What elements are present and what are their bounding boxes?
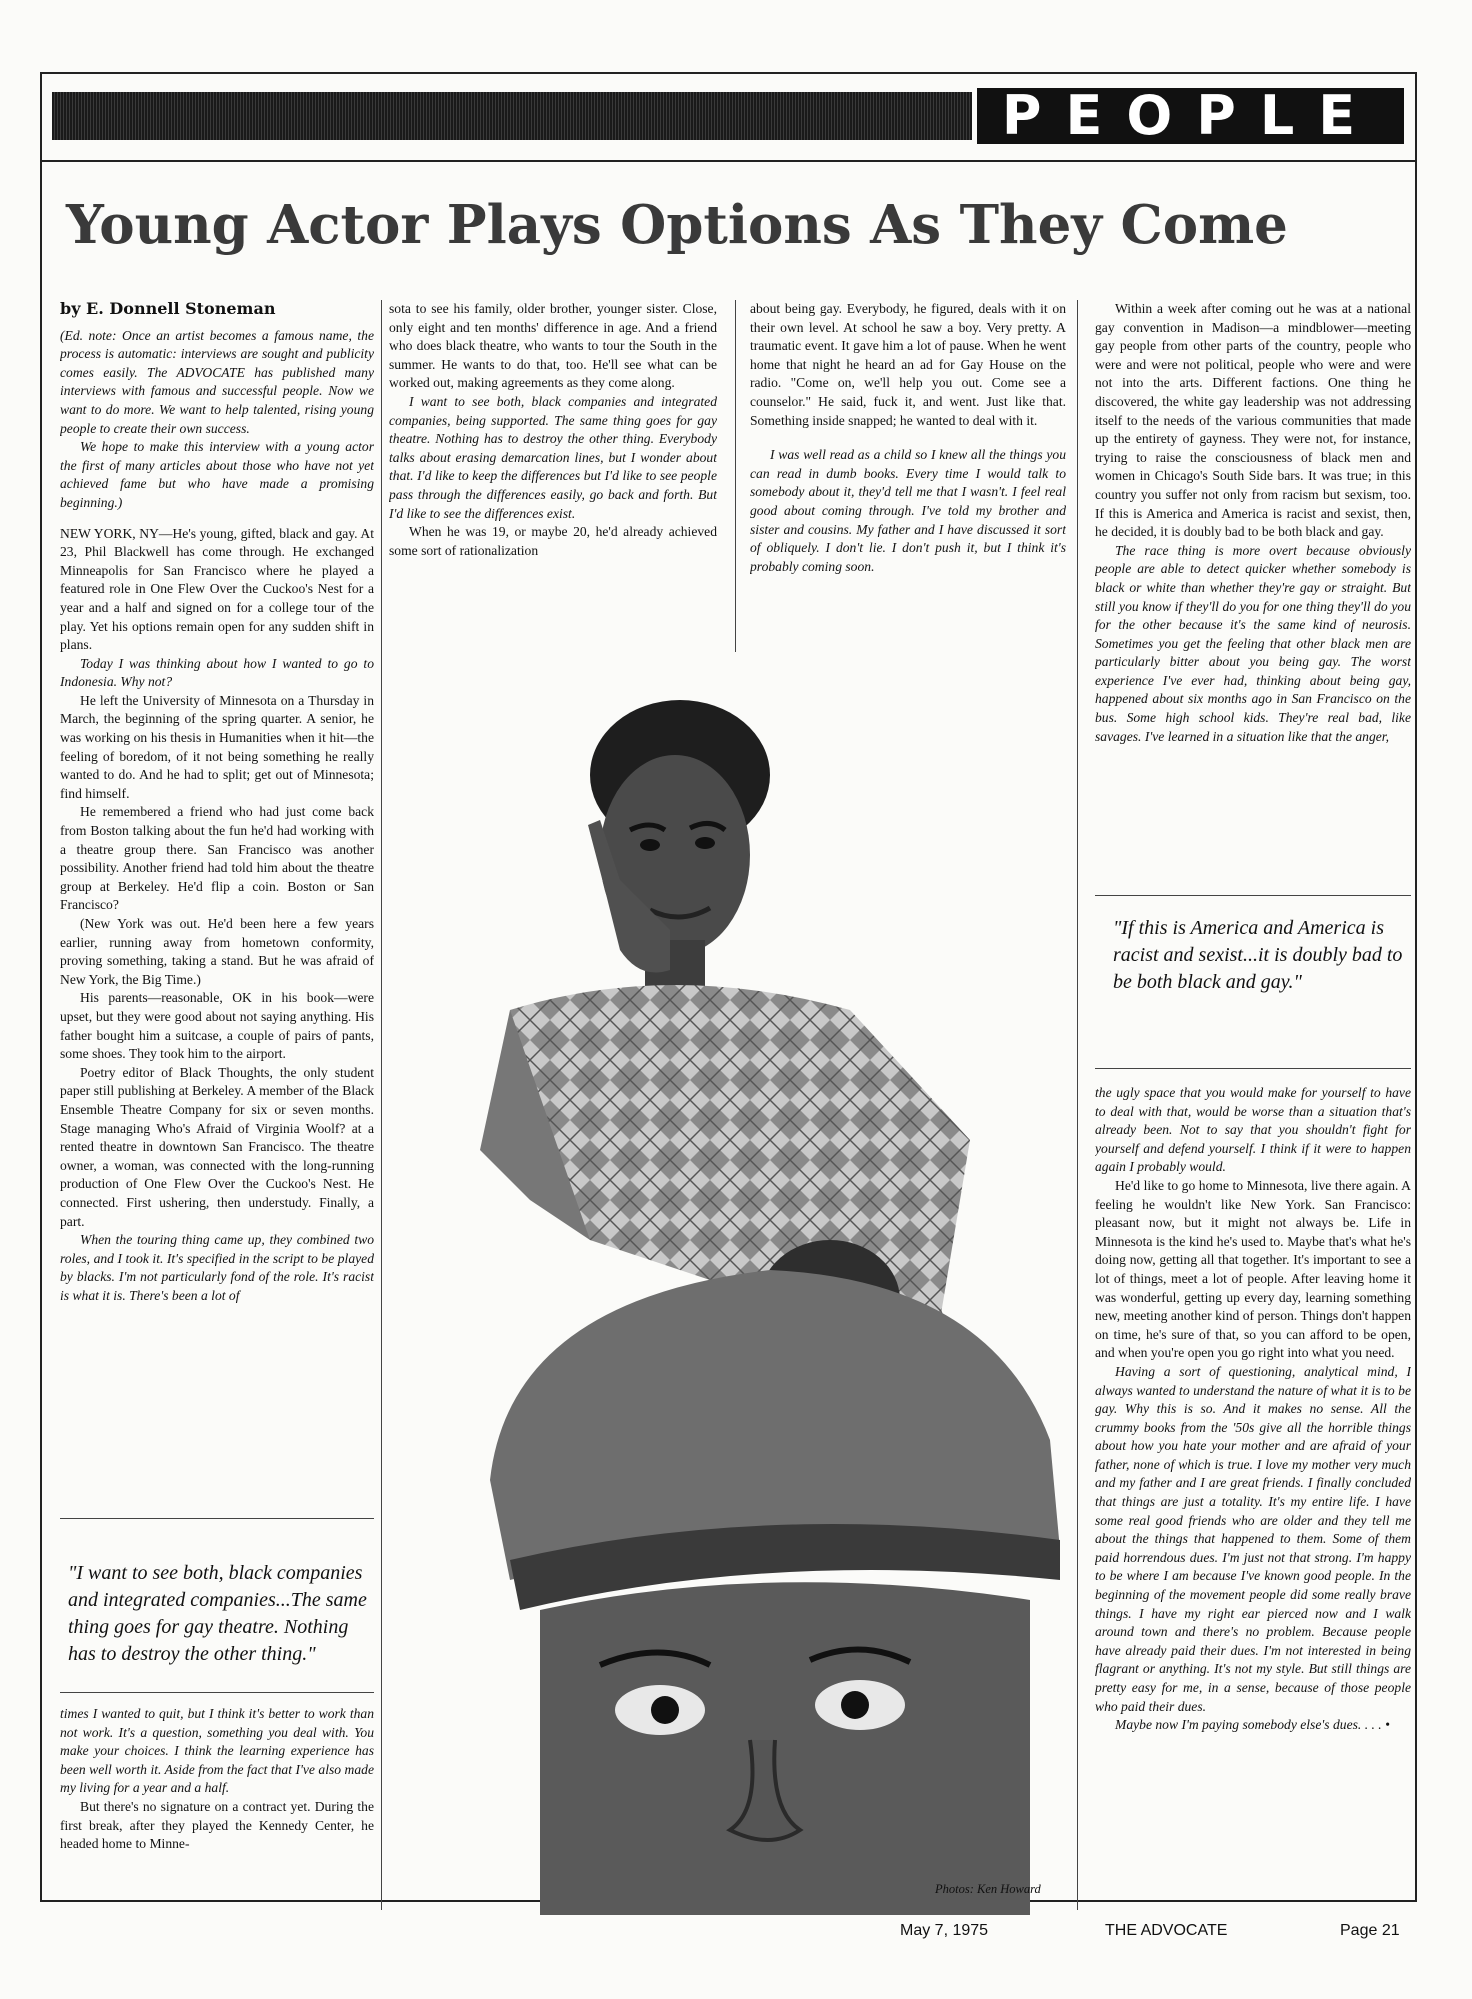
pull-quote-rule-bottom <box>60 1692 374 1693</box>
footer-page-number: Page 21 <box>1340 1922 1400 1939</box>
column-1 <box>60 300 374 1510</box>
paragraph: The race thing is more overt because obviously people are able to detect quicker whether somebody is black or white than whether they're gay or straight. But still you know if they'll do you for one thing they'll do you for the other because it's the same kind of neurosis. Sometimes you get the feeling that other black men are particularly bitter about you being gay. The worst experience I've ever had, thinking about being gay, happened about six months ago in San Francisco on the bus. Some high school kids. They're real bad, like savages. I've learned in a situation like that the anger, <box>1095 542 1411 744</box>
pull-quote-2: "If this is America and America is racist and sexist...it is doubly bad to be both black and gay." <box>1113 917 1403 993</box>
pull-quote-rule-top <box>1095 895 1411 896</box>
column-4-continued <box>1095 1084 1411 1902</box>
paragraph: (New York was out. He'd been here a few years earlier, running away from hometown conformity, proving something, taking a stand. But he was afraid of New York, the Big Time.) <box>60 916 374 987</box>
headline: Young Actor Plays Options As They Come <box>66 194 1288 256</box>
paragraph: He'd like to go home to Minnesota, live there again. A feeling he wouldn't like New York. San Francisco: pleasant now, but it might not always be. Life in Minnesota is the kind he's used to. Maybe that's what he's doing now, getting all that together. It's important to see a lot of things, meet a lot of people. After leaving home it was wonderful, getting up every day, learning something new, meeting another kind of person. Things don't happen on time, he's sure of that, so you can afford to be open, and when you're open you go right into what you need. <box>1095 1177 1411 1361</box>
paragraph: Having a sort of questioning, analytical mind, I always wanted to understand the nature of what it is to be gay. Why this is so. And it makes no sense. All the crummy books from the '50s give all the horrible things about how you hate your mother and are afraid of your father, none of which is true. I love my mother very much and my father and I are great friends. I finally concluded that things are just a totality. It's my entire life. I have some real good friends who are older and they tell me about the things that happened to them. Some of them paid horrendous dues. I'm just not that strong. I'm happy to be where I am because I've known good people. In the beginning of the movement people did some really brave things. I have my right ear pierced now and I walk around town and there's no problem. Because people have already paid their dues. I'm not interested in being flagrant or anything. It's not my style. But still things are pretty easy for me, in a sense, because of those people who paid their dues. <box>1095 1363 1411 1714</box>
paragraph: Today I was thinking about how I wanted to go to Indonesia. Why not? <box>60 655 374 690</box>
paragraph: He remembered a friend who had just come back from Boston talking about the fun he'd had working with a theatre group there. San Francisco was another possibility. Another friend had told him about the theatre group at Berkeley. He'd flip a coin. Boston or San Francisco? <box>60 804 374 913</box>
section-banner <box>52 88 1404 144</box>
pull-quote-rule-top <box>60 1518 374 1519</box>
paragraph: When he was 19, or maybe 20, he'd already achieved some sort of rationalization <box>389 524 717 558</box>
paragraph: Maybe now I'm paying somebody else's dues. . . . • <box>1115 1717 1390 1733</box>
banner-rule <box>40 160 1417 162</box>
portrait-photo <box>470 680 1070 1915</box>
paragraph: When the touring thing came up, they combined two roles, and I took it. It's specified in the script to be played by blacks. I'm not particularly fond of the role. It's racist is what it is. There's been a lot of <box>60 1232 374 1303</box>
editor-note: (Ed. note: Once an artist becomes a famous name, the process is automatic: interviews are sought and publicity comes easily. The ADVOCATE has published many interviews with famous and successful people. Now we want to do more. We want to help talented, rising young people to create their own success. <box>60 327 374 436</box>
column-2 <box>389 300 717 660</box>
paragraph: Within a week after coming out he was at a national gay convention in Madison—a mindblower—meeting gay people from other parts of the country, people who were and were not political, people who were and were not into the arts. Different factions. One thing he discovered, the white gay leadership was not addressing itself to the needs of the various communities that made up the entirety of gayness. They were not, for instance, trying to raise the consciousness of black men and women in Chicago's South Side bars. It was true; in this country you suffer not only from racism but sexism, too. If this is America and America is racist and sexist, then, he decided, it is doubly bad to be both black and gay. <box>1095 301 1411 540</box>
pull-quote-rule-bottom <box>1095 1068 1411 1069</box>
byline: by E. Donnell Stoneman <box>60 300 276 318</box>
paragraph: I was well read as a child so I knew all the things you can read in dumb books. Every time I would talk to somebody about it, they'd tell me that I wasn't. I feel real good about coming through. I've told my brother and sister and cousins. My father and I have discussed it sort of obliquely. I don't lie. I don't push it, but I think it's probably coming soon. <box>750 447 1066 574</box>
paragraph: sota to see his family, older brother, younger sister. Close, only eight and ten months' difference in age. And a friend who does black theatre, who wants to tour the South in the summer. He wants to do that, too. He'll see what can be worked out, making agreements as they come along. <box>389 301 717 391</box>
paragraph: the ugly space that you would make for yourself to have to deal with that, would be worse than a situation that's already been. Not to say that you shouldn't fight for yourself and defend yourself. I think if it were to happen again I probably would. <box>1095 1085 1411 1175</box>
banner-texture <box>52 92 972 140</box>
photo-credit: Photos: Ken Howard <box>935 1882 1041 1896</box>
paragraph: I want to see both, black companies and integrated companies, being supported. The same thing goes for gay theatre. Nothing has to destroy the other thing. Everybody talks about erasing demarcation lines, but I wonder about that. I'd like to keep the differences but I'd like to see people pass through the differences easily, go back and forth. But I'd like to see the differences exist. <box>389 393 717 521</box>
pull-quote-1: "I want to see both, black companies and integrated companies...The same thing goes for gay theatre. Nothing has to destroy the other thing." <box>68 1562 367 1665</box>
section-title: PEOPLE <box>977 88 1404 144</box>
paragraph: Poetry editor of Black Thoughts, the only student paper still publishing at Berkeley. A member of the Black Ensemble Theatre Company for six or seven months. Stage managing Who's Afraid of Virginia Woolf? at a rented theatre in downtown San Francisco. The theatre owner, a woman, was connected with the long-running production of One Flew Over the Cuckoo's Nest. He connected. First ushering, then understudy. Finally, a part. <box>60 1064 374 1229</box>
paragraph: His parents—reasonable, OK in his book—were upset, but they were good about not saying anything. His father bought him a suitcase, a couple of pairs of pants, some shoes. They took him to the airport. <box>60 990 374 1062</box>
lower-face <box>540 1582 1030 1915</box>
paragraph: about being gay. Everybody, he figured, deals with it on their own level. At school he saw a boy. Very pretty. A traumatic event. It gave him a lot of pause. When he went home that night he heard an ad for Gay House on the radio. "Come on, we'll help you out. Come see a counselor." He said, fuck it, and went. Just like that. Something inside snapped; he wanted to deal with it. <box>750 301 1066 428</box>
paragraph: NEW YORK, NY—He's young, gifted, black and gay. At 23, Phil Blackwell has come through. He exchanged Minneapolis for San Francisco where he played a featured role in One Flew Over the Cuckoo's Nest for a year and a half and signed on for a college tour of the play. Yet his options remain open for any sudden shift in plans. <box>60 525 374 653</box>
paragraph: He left the University of Minnesota on a Thursday in March, the beginning of the spring quarter. A senior, he was working on his thesis in Humanities when it hit—the feeling of boredom, of it not being something he really wanted to do. And he had to split; get out of Minnesota; find himself. <box>60 692 374 801</box>
column-rule <box>735 300 736 652</box>
column-4 <box>1095 300 1411 870</box>
column-rule <box>381 300 382 1910</box>
editor-note-2: We hope to make this interview with a young actor the first of many articles about those who have not yet achieved fame but who have made a promising beginning.) <box>60 439 374 510</box>
paragraph: But there's no signature on a contract yet. During the first break, after they played the Kennedy Center, he headed home to Minne- <box>60 1798 374 1852</box>
paragraph: times I wanted to quit, but I think it's better to work than not work. It's a question, something you deal with. You make your choices. I think the learning experience has been well worth it. Aside from the fact that I've also made my living for a year and a half. <box>60 1706 374 1796</box>
column-1-continued <box>60 1705 374 1900</box>
footer-date: May 7, 1975 <box>900 1922 989 1939</box>
column-3 <box>750 300 1066 660</box>
column-rule <box>1077 300 1078 1910</box>
footer-publication: THE ADVOCATE <box>1105 1922 1228 1939</box>
